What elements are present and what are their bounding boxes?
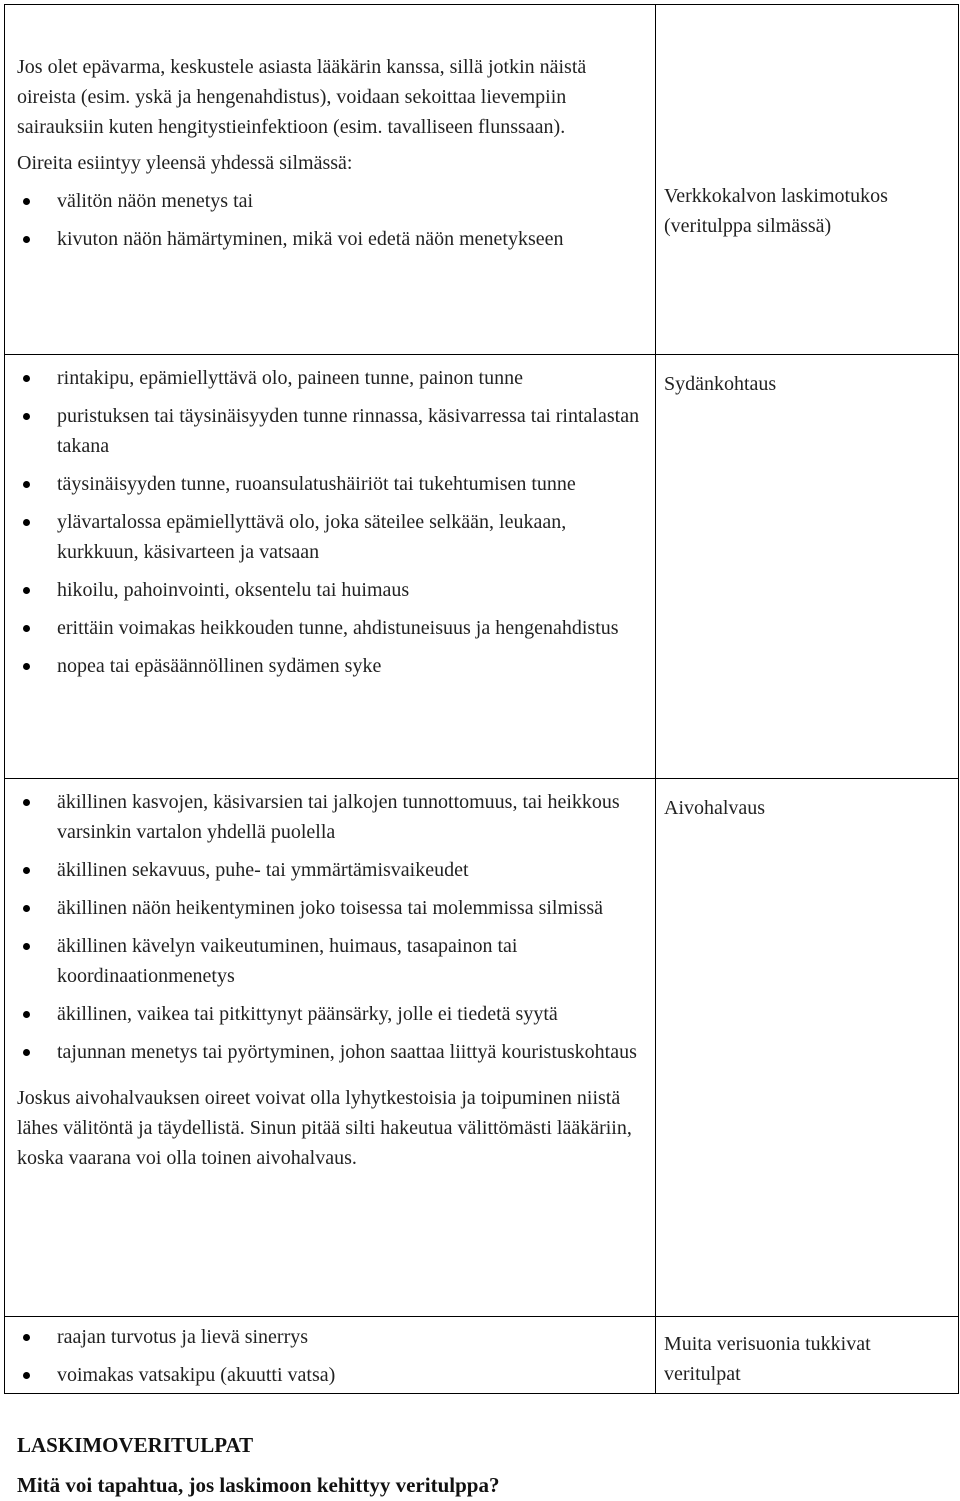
condition-label: Aivohalvaus <box>664 797 766 819</box>
list-item: äkillinen kävelyn vaikeutuminen, huimaus, tasapainon tai koordinaationmenetys <box>17 931 645 991</box>
list-item: kivuton näön hämärtyminen, mikä voi edetä näön menetykseen <box>17 224 645 254</box>
symptom-cell <box>5 1317 656 1394</box>
symptom-list <box>17 186 645 254</box>
list-item: nopea tai epäsäännöllinen sydämen syke <box>17 651 645 681</box>
list-item: puristuksen tai täysinäisyyden tunne rinnassa, käsivarressa tai rintalastan takana <box>17 401 645 461</box>
symptom-table <box>4 4 959 1394</box>
lead-text: Oireita esiintyy yleensä yhdessä silmässä: <box>17 152 353 174</box>
list-item: äkillinen sekavuus, puhe- tai ymmärtämisvaikeudet <box>17 855 645 885</box>
condition-cell <box>656 1317 959 1394</box>
table-row <box>5 5 959 355</box>
list-item: hikoilu, pahoinvointi, oksentelu tai huimaus <box>17 575 645 605</box>
symptom-list <box>17 787 645 1067</box>
list-item: tajunnan menetys tai pyörtyminen, johon saattaa liittyä kouristuskohtaus <box>17 1037 645 1067</box>
symptom-cell <box>5 779 656 1317</box>
intro-paragraph: Jos olet epävarma, keskustele asiasta lääkärin kanssa, sillä jotkin näistä oireista (esim. yskä ja hengenahdistus), voidaan sekoittaa lievempiin sairauksiin kuten hengitystieinfektioon (esim. tavalliseen flunssaan). <box>17 56 587 138</box>
list-item: täysinäisyyden tunne, ruoansulatushäiriöt tai tukehtumisen tunne <box>17 469 645 499</box>
list-item: äkillinen kasvojen, käsivarsien tai jalkojen tunnottomuus, tai heikkous varsinkin vartalon yhdellä puolella <box>17 787 645 847</box>
condition-label: Verkkokalvon laskimotukos (veritulppa silmässä) <box>664 185 888 237</box>
table-row <box>5 1317 959 1394</box>
condition-label: Muita verisuonia tukkivat veritulpat <box>664 1333 871 1385</box>
list-item: äkillinen näön heikentyminen joko toisessa tai molemmissa silmissä <box>17 893 645 923</box>
list-item: raajan turvotus ja lievä sinerrys <box>17 1322 645 1352</box>
list-item: rintakipu, epämiellyttävä olo, paineen tunne, painon tunne <box>17 363 645 393</box>
symptom-cell <box>5 355 656 779</box>
symptom-list <box>17 363 645 681</box>
list-item: voimakas vatsakipu (akuutti vatsa) <box>17 1360 645 1390</box>
section-question: Mitä voi tapahtua, jos laskimoon kehittyy veritulppa? <box>17 1473 500 1497</box>
symptom-list <box>17 1322 645 1390</box>
condition-cell <box>656 5 959 355</box>
section-title: LASKIMOVERITULPAT <box>17 1433 254 1457</box>
list-item: välitön näön menetys tai <box>17 186 645 216</box>
table-row <box>5 355 959 779</box>
condition-cell <box>656 355 959 779</box>
list-item: erittäin voimakas heikkouden tunne, ahdistuneisuus ja hengenahdistus <box>17 613 645 643</box>
table-row <box>5 779 959 1317</box>
condition-cell <box>656 779 959 1317</box>
list-item: äkillinen, vaikea tai pitkittynyt päänsärky, jolle ei tiedetä syytä <box>17 999 645 1029</box>
symptom-cell <box>5 5 656 355</box>
note-paragraph: Joskus aivohalvauksen oireet voivat olla lyhytkestoisia ja toipuminen niistä lähes välitöntä ja täydellistä. Sinun pitää silti hakeutua välittömästi lääkäriin, koska vaarana voi olla toinen aivohalvaus. <box>17 1087 632 1169</box>
condition-label: Sydänkohtaus <box>664 373 777 395</box>
list-item: ylävartalossa epämiellyttävä olo, joka säteilee selkään, leukaan, kurkkuun, käsivarteen ja vatsaan <box>17 507 645 567</box>
